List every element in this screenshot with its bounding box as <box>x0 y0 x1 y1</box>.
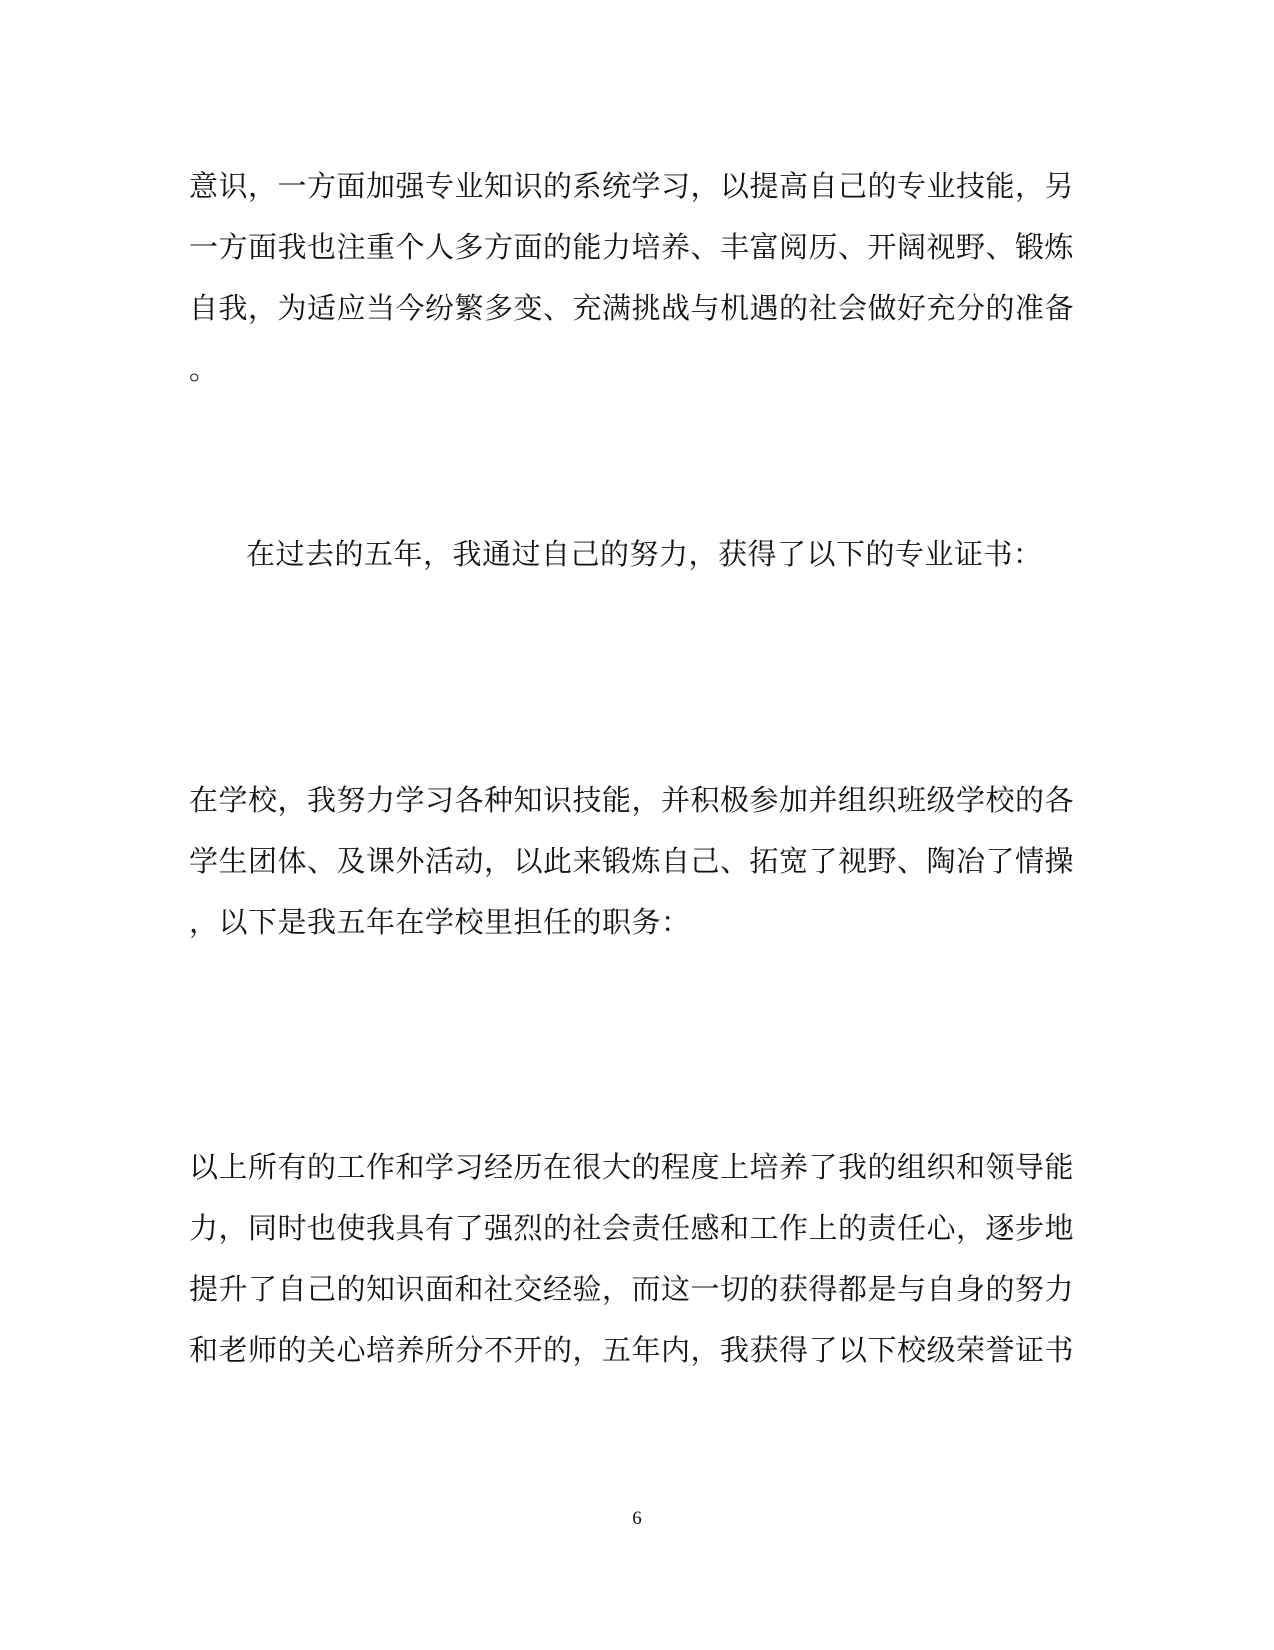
text-line: 和老师的关心培养所分不开的，五年内，我获得了以下校级荣誉证书 <box>189 1333 1075 1367</box>
text-line: 以上所有的工作和学习经历在很大的程度上培养了我的组织和领导能 <box>189 1150 1075 1184</box>
text-line: 意识，一方面加强专业知识的系统学习，以提高自己的专业技能，另 <box>189 169 1075 203</box>
text-line: ，以下是我五年在学校里担任的职务： <box>189 905 691 939</box>
text-line: 提升了自己的知识面和社交经验，而这一切的获得都是与自身的努力 <box>189 1272 1075 1306</box>
text-line: 在学校，我努力学习各种知识技能，并积极参加并组织班级学校的各 <box>189 783 1075 817</box>
page-number: 6 <box>632 1508 642 1529</box>
text-line: 力，同时也使我具有了强烈的社会责任感和工作上的责任心，逐步地 <box>189 1211 1075 1245</box>
text-line: 。 <box>189 352 219 386</box>
text-line: 一方面我也注重个人多方面的能力培养、丰富阅历、开阔视野、锻炼 <box>189 230 1075 264</box>
text-line: 在过去的五年，我通过自己的努力，获得了以下的专业证书： <box>246 537 1043 571</box>
text-line: 自我，为适应当今纷繁多变、充满挑战与机遇的社会做好充分的准备 <box>189 291 1075 325</box>
text-line: 学生团体、及课外活动，以此来锻炼自己、拓宽了视野、陶冶了情操 <box>189 844 1075 878</box>
